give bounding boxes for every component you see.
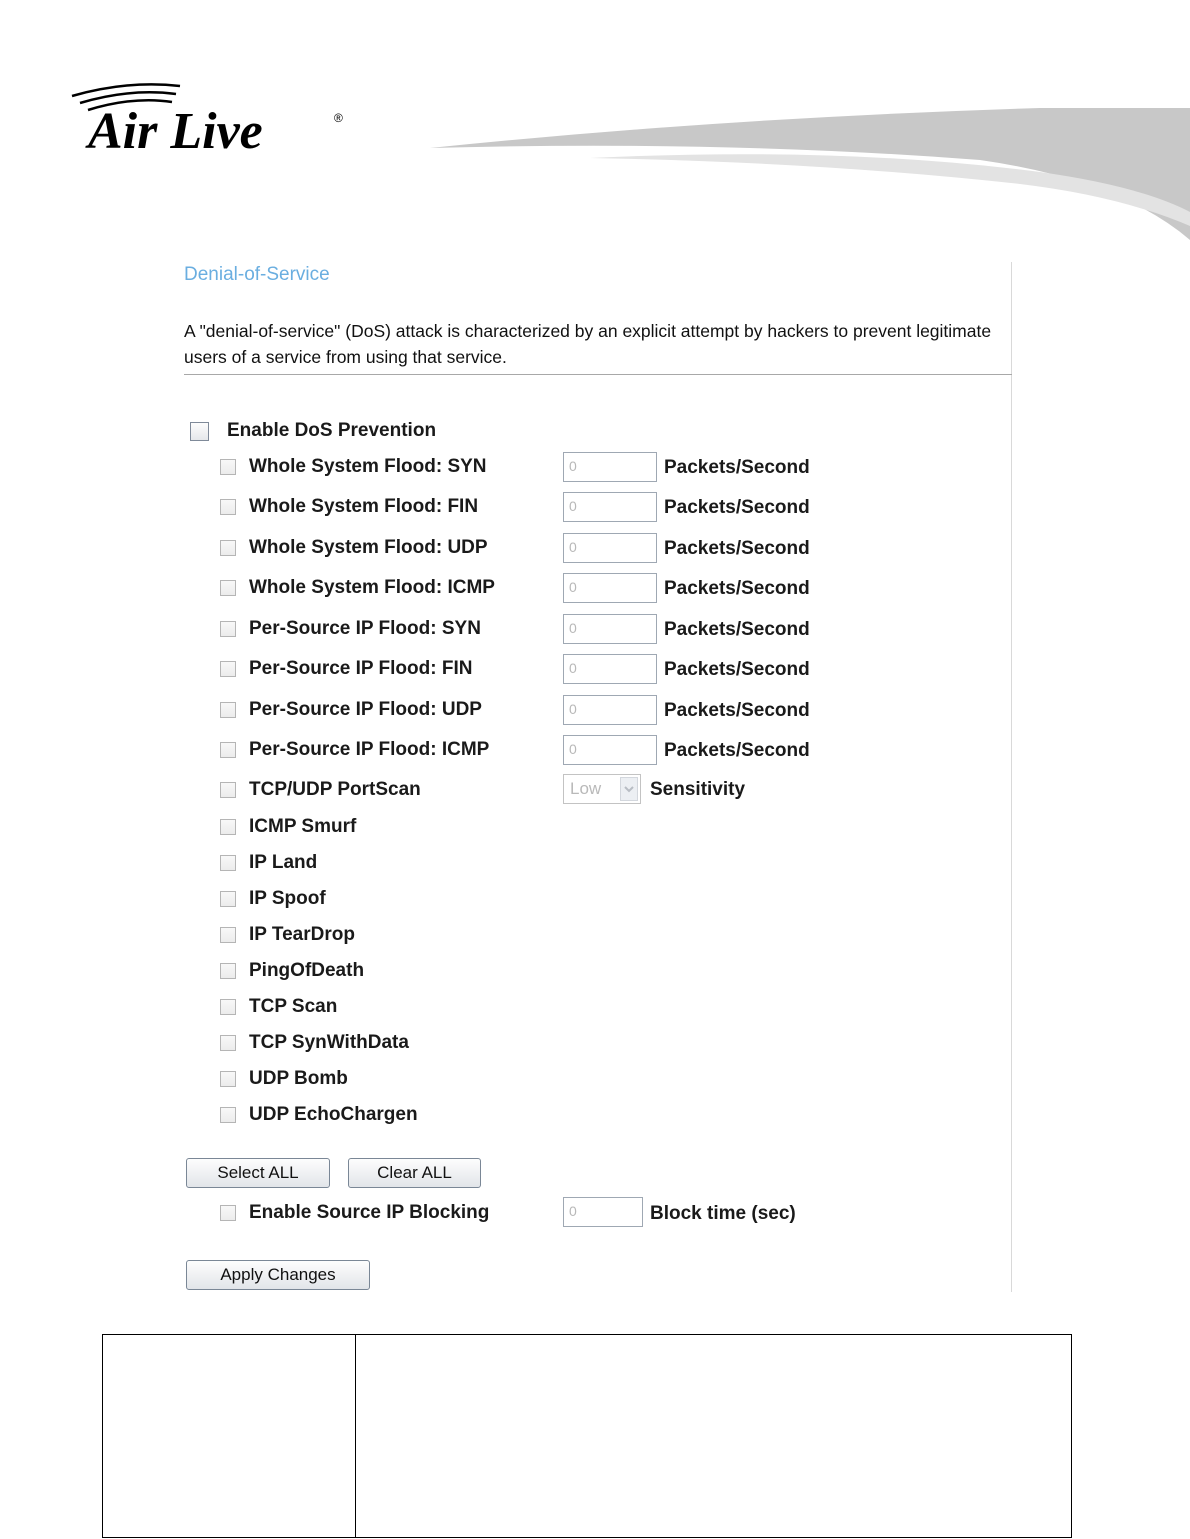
flood-rate-input[interactable]: 0 <box>563 695 657 725</box>
enable-dos-label: Enable DoS Prevention <box>227 420 437 441</box>
sensitivity-value: Low <box>570 779 602 798</box>
enable-dos-row <box>190 416 436 446</box>
flood-rate-input[interactable]: 0 <box>563 492 657 522</box>
ip-blocking-checkbox[interactable] <box>220 1205 236 1221</box>
flood-label: Whole System Flood: UDP <box>249 537 488 558</box>
attack-label: TCP Scan <box>249 996 338 1017</box>
apply-changes-button[interactable]: Apply Changes <box>186 1260 370 1290</box>
clear-all-button[interactable]: Clear ALL <box>348 1158 481 1188</box>
flood-unit: Packets/Second <box>664 538 810 559</box>
ip-blocking-row <box>220 1198 489 1228</box>
attack-label: IP TearDrop <box>249 924 355 945</box>
attack-label: PingOfDeath <box>249 960 365 981</box>
attack-label: IP Land <box>249 852 318 873</box>
flood-rate-input[interactable]: 0 <box>563 614 657 644</box>
svg-text:Air Live: Air Live <box>88 103 263 158</box>
select-all-button[interactable]: Select ALL <box>186 1158 330 1188</box>
flood-checkbox[interactable] <box>220 580 236 596</box>
sensitivity-label: Sensitivity <box>650 779 746 800</box>
attack-row <box>220 956 364 986</box>
attack-row <box>220 812 356 842</box>
flood-row <box>220 533 488 563</box>
flood-label: Per-Source IP Flood: ICMP <box>249 739 490 760</box>
table-column-divider <box>355 1335 356 1537</box>
block-time-label: Block time (sec) <box>650 1203 796 1224</box>
portscan-checkbox[interactable] <box>220 782 236 798</box>
attack-checkbox[interactable] <box>220 963 236 979</box>
portscan-row <box>220 775 421 805</box>
flood-label: Per-Source IP Flood: FIN <box>249 658 473 679</box>
flood-label: Whole System Flood: SYN <box>249 456 487 477</box>
page-title: Denial-of-Service <box>184 264 330 285</box>
flood-checkbox[interactable] <box>220 540 236 556</box>
attack-checkbox[interactable] <box>220 891 236 907</box>
flood-unit: Packets/Second <box>664 619 810 640</box>
portscan-label: TCP/UDP PortScan <box>249 779 421 800</box>
flood-row <box>220 492 478 522</box>
flood-row <box>220 452 487 482</box>
attack-checkbox[interactable] <box>220 1107 236 1123</box>
flood-unit: Packets/Second <box>664 457 810 478</box>
attack-checkbox[interactable] <box>220 1071 236 1087</box>
flood-checkbox[interactable] <box>220 742 236 758</box>
flood-unit: Packets/Second <box>664 740 810 761</box>
attack-row <box>220 1100 418 1130</box>
divider <box>184 374 1012 375</box>
flood-checkbox[interactable] <box>220 661 236 677</box>
flood-rate-input[interactable]: 0 <box>563 573 657 603</box>
attack-row <box>220 920 355 950</box>
attack-row <box>220 884 326 914</box>
flood-unit: Packets/Second <box>664 578 810 599</box>
flood-label: Per-Source IP Flood: SYN <box>249 618 481 639</box>
description-table <box>102 1334 1072 1538</box>
attack-row <box>220 1028 409 1058</box>
flood-row <box>220 654 472 684</box>
attack-checkbox[interactable] <box>220 1035 236 1051</box>
block-time-input[interactable]: 0 <box>563 1197 643 1227</box>
attack-label: TCP SynWithData <box>249 1032 409 1053</box>
flood-row <box>220 573 495 603</box>
attack-label: IP Spoof <box>249 888 326 909</box>
flood-checkbox[interactable] <box>220 459 236 475</box>
attack-row <box>220 1064 348 1094</box>
flood-rate-input[interactable]: 0 <box>563 533 657 563</box>
flood-rate-input[interactable]: 0 <box>563 452 657 482</box>
attack-checkbox[interactable] <box>220 855 236 871</box>
flood-row <box>220 735 489 765</box>
flood-checkbox[interactable] <box>220 702 236 718</box>
attack-label: UDP Bomb <box>249 1068 348 1089</box>
header-swoosh-graphic <box>420 100 1190 250</box>
flood-label: Per-Source IP Flood: UDP <box>249 699 482 720</box>
attack-row <box>220 992 337 1022</box>
attack-label: UDP EchoChargen <box>249 1104 418 1125</box>
flood-row <box>220 614 481 644</box>
ip-blocking-label: Enable Source IP Blocking <box>249 1202 490 1223</box>
attack-label: ICMP Smurf <box>249 816 357 837</box>
svg-text:®: ® <box>334 111 343 125</box>
flood-rate-input[interactable]: 0 <box>563 735 657 765</box>
chevron-down-icon[interactable] <box>620 777 638 801</box>
attack-row <box>220 848 317 878</box>
page-description: A "denial-of-service" (DoS) attack is characterized by an explicit attempt by hackers to prevent legitimate users of a service from using that service. <box>184 321 992 367</box>
sensitivity-select[interactable] <box>563 774 641 804</box>
flood-label: Whole System Flood: FIN <box>249 496 479 517</box>
flood-unit: Packets/Second <box>664 659 810 680</box>
airlive-logo <box>68 78 358 158</box>
flood-unit: Packets/Second <box>664 700 810 721</box>
attack-checkbox[interactable] <box>220 999 236 1015</box>
flood-label: Whole System Flood: ICMP <box>249 577 495 598</box>
flood-checkbox[interactable] <box>220 499 236 515</box>
enable-dos-checkbox[interactable] <box>190 422 209 441</box>
flood-checkbox[interactable] <box>220 621 236 637</box>
flood-unit: Packets/Second <box>664 497 810 518</box>
attack-checkbox[interactable] <box>220 927 236 943</box>
flood-rate-input[interactable]: 0 <box>563 654 657 684</box>
attack-checkbox[interactable] <box>220 819 236 835</box>
dos-settings-panel <box>184 262 1012 1290</box>
flood-row <box>220 695 482 725</box>
